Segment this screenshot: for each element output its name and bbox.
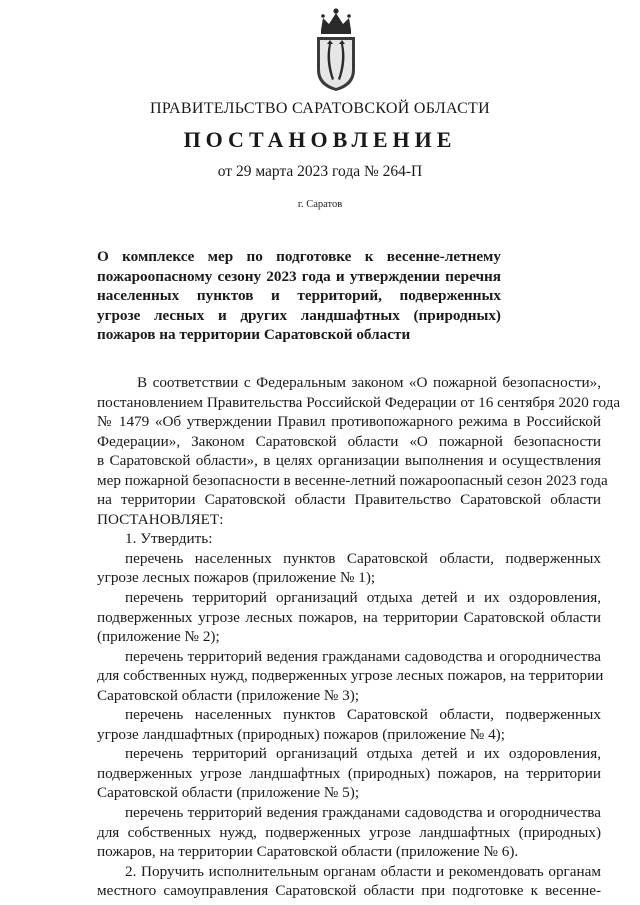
title-line: пожаров на территории Саратовской области [97, 326, 411, 344]
body-line: подверженных угрозе лесных пожаров, на территории Саратовской области [97, 608, 601, 626]
body-line: 2. Поручить исполнительным органам области и рекомендовать органам [125, 862, 601, 880]
body-line: В соответствии с Федеральным законом «О пожарной безопасности», [137, 374, 601, 391]
body-line: перечень территорий ведения гражданами садоводства и огородничества [125, 647, 601, 665]
body-line: Федерации», Законом Саратовской области «О пожарной безопасности [97, 432, 601, 450]
document-city: г. Саратов [297, 199, 343, 210]
document-body [97, 373, 621, 901]
title-line: О комплексе мер по подготовке к весенне-летнему [97, 248, 501, 265]
body-line: ПОСТАНОВЛЯЕТ: [97, 510, 224, 528]
body-line: мер пожарной безопасности в весенне-летний пожароопасный сезон 2023 года [97, 471, 608, 489]
body-line: подверженных угрозе ландшафтных (природных) пожаров, на территории [97, 764, 601, 782]
body-line: Саратовской области (приложение № 3); [97, 686, 360, 704]
document-title [97, 247, 501, 345]
body-line: 1. Утвердить: [125, 530, 213, 548]
body-line: перечень территорий ведения гражданами садоводства и огородничества [125, 804, 601, 822]
body-line: местного самоуправления Саратовской области при подготовке к весенне- [97, 882, 601, 900]
body-line: Саратовской области (приложение № 5); [97, 784, 360, 802]
body-line: на территории Саратовской области Правительство Саратовской области [97, 491, 601, 509]
body-line: для собственных нужд, подверженных угрозе лесных пожаров, на территории [97, 667, 604, 685]
body-line: угрозе лесных пожаров (приложение № 1); [97, 569, 376, 587]
organization-name: ПРАВИТЕЛЬСТВО САРАТОВСКОЙ ОБЛАСТИ [150, 100, 490, 117]
title-line: населенных пунктов и территорий, подверженных [97, 287, 501, 305]
body-line: в Саратовской области», в целях организации выполнения и осуществления [97, 452, 601, 470]
body-line: перечень населенных пунктов Саратовской области, подверженных [125, 706, 601, 724]
document-type: ПОСТАНОВЛЕНИЕ [183, 127, 457, 152]
title-line: угрозе лесных и других ландшафтных (природных) [97, 306, 501, 324]
saratov-coat-of-arms-icon [313, 6, 359, 92]
body-line: (приложение № 2); [97, 628, 220, 646]
body-line: перечень населенных пунктов Саратовской области, подверженных [125, 549, 601, 567]
body-line: угрозе ландшафтных (природных) пожаров (приложение № 4); [97, 725, 505, 743]
body-line: для собственных нужд, подверженных угрозе ландшафтных (природных) [97, 823, 601, 841]
body-line: перечень территорий организаций отдыха детей и их оздоровления, [125, 589, 601, 607]
title-line: пожароопасному сезону 2023 года и утверждении перечня [97, 267, 501, 285]
body-line: постановлением Правительства Российской Федерации от 16 сентября 2020 года [97, 393, 621, 411]
body-line: перечень территорий организаций отдыха детей и их оздоровления, [125, 745, 601, 763]
document-date-number: от 29 марта 2023 года № 264-П [217, 163, 423, 180]
body-line: № 1479 «Об утверждении Правил противопожарного режима в Российской [97, 413, 601, 431]
body-line: пожаров, на территории Саратовской области (приложение № 6). [97, 843, 519, 861]
